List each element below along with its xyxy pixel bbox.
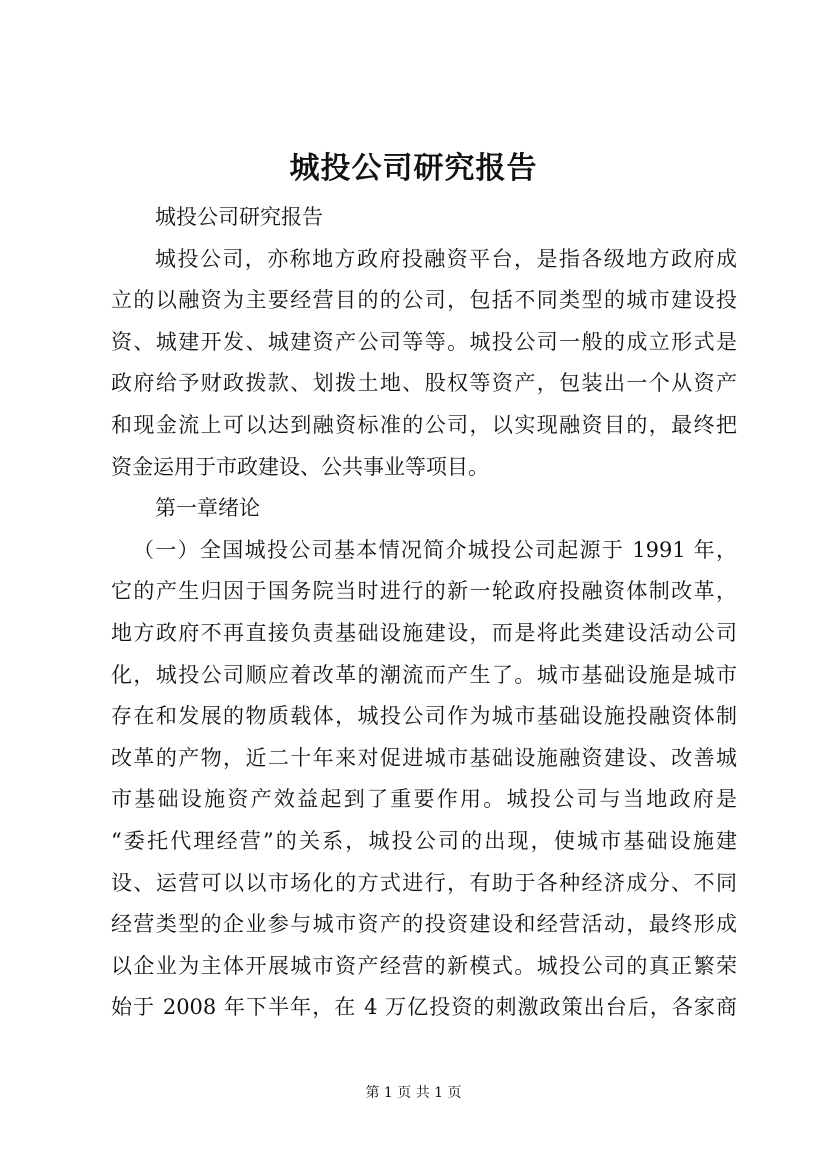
paragraph-line: 地方政府不再直接负责基础设施建设，而是将此类建设活动公司 [111,620,737,645]
paragraph-line: 和现金流上可以达到融资标准的公司，以实现融资目的，最终把 [111,412,737,437]
paragraph-line: 始于 2008 年下半年，在 4 万亿投资的刺激政策出台后，各家商 [111,995,737,1020]
paragraph-line: 以企业为主体开展城市资产经营的新模式。城投公司的真正繁荣 [111,953,737,978]
paragraph-line: 存在和发展的物质载体，城投公司作为城市基础设施投融资体制 [111,704,737,729]
paragraph-line: 经营类型的企业参与城市资产的投资建设和经营活动，最终形成 [111,912,737,937]
chapter-heading: 第一章绪论 [155,496,260,521]
paragraph-line: “委托代理经营”的关系，城投公司的出现，使城市基础设施建 [111,828,737,853]
paragraph-line: 改革的产物，近二十年来对促进城市基础设施融资建设、改善城 [111,745,737,770]
paragraph-line: 城投公司，亦称地方政府投融资平台，是指各级地方政府成 [155,246,737,271]
document-body [111,197,737,1029]
paragraph-line: 市基础设施资产效益起到了重要作用。城投公司与当地政府是 [111,787,737,812]
subtitle-line: 城投公司研究报告 [155,205,323,229]
document-title: 城投公司研究报告 [289,151,538,186]
paragraph-line: 化，城投公司顺应着改革的潮流而产生了。城市基础设施是城市 [111,662,737,687]
paragraph-line: 资金运用于市政建设、公共事业等项目。 [111,454,489,479]
page-footer: 第 1 页 共 1 页 [365,1085,462,1101]
paragraph-line: 设、运营可以以市场化的方式进行，有助于各种经济成分、不同 [111,870,737,895]
paragraph-line: 政府给予财政拨款、划拨土地、股权等资产，包装出一个从资产 [111,371,737,396]
paragraph-line: 资、城建开发、城建资产公司等等。城投公司一般的成立形式是 [111,329,737,354]
paragraph-line: 立的以融资为主要经营目的的公司，包括不同类型的城市建设投 [111,288,737,313]
paragraph-line: （一）全国城投公司基本情况简介城投公司起源于 1991 年， [133,537,737,562]
paragraph-line: 它的产生归因于国务院当时进行的新一轮政府投融资体制改革， [111,579,737,604]
